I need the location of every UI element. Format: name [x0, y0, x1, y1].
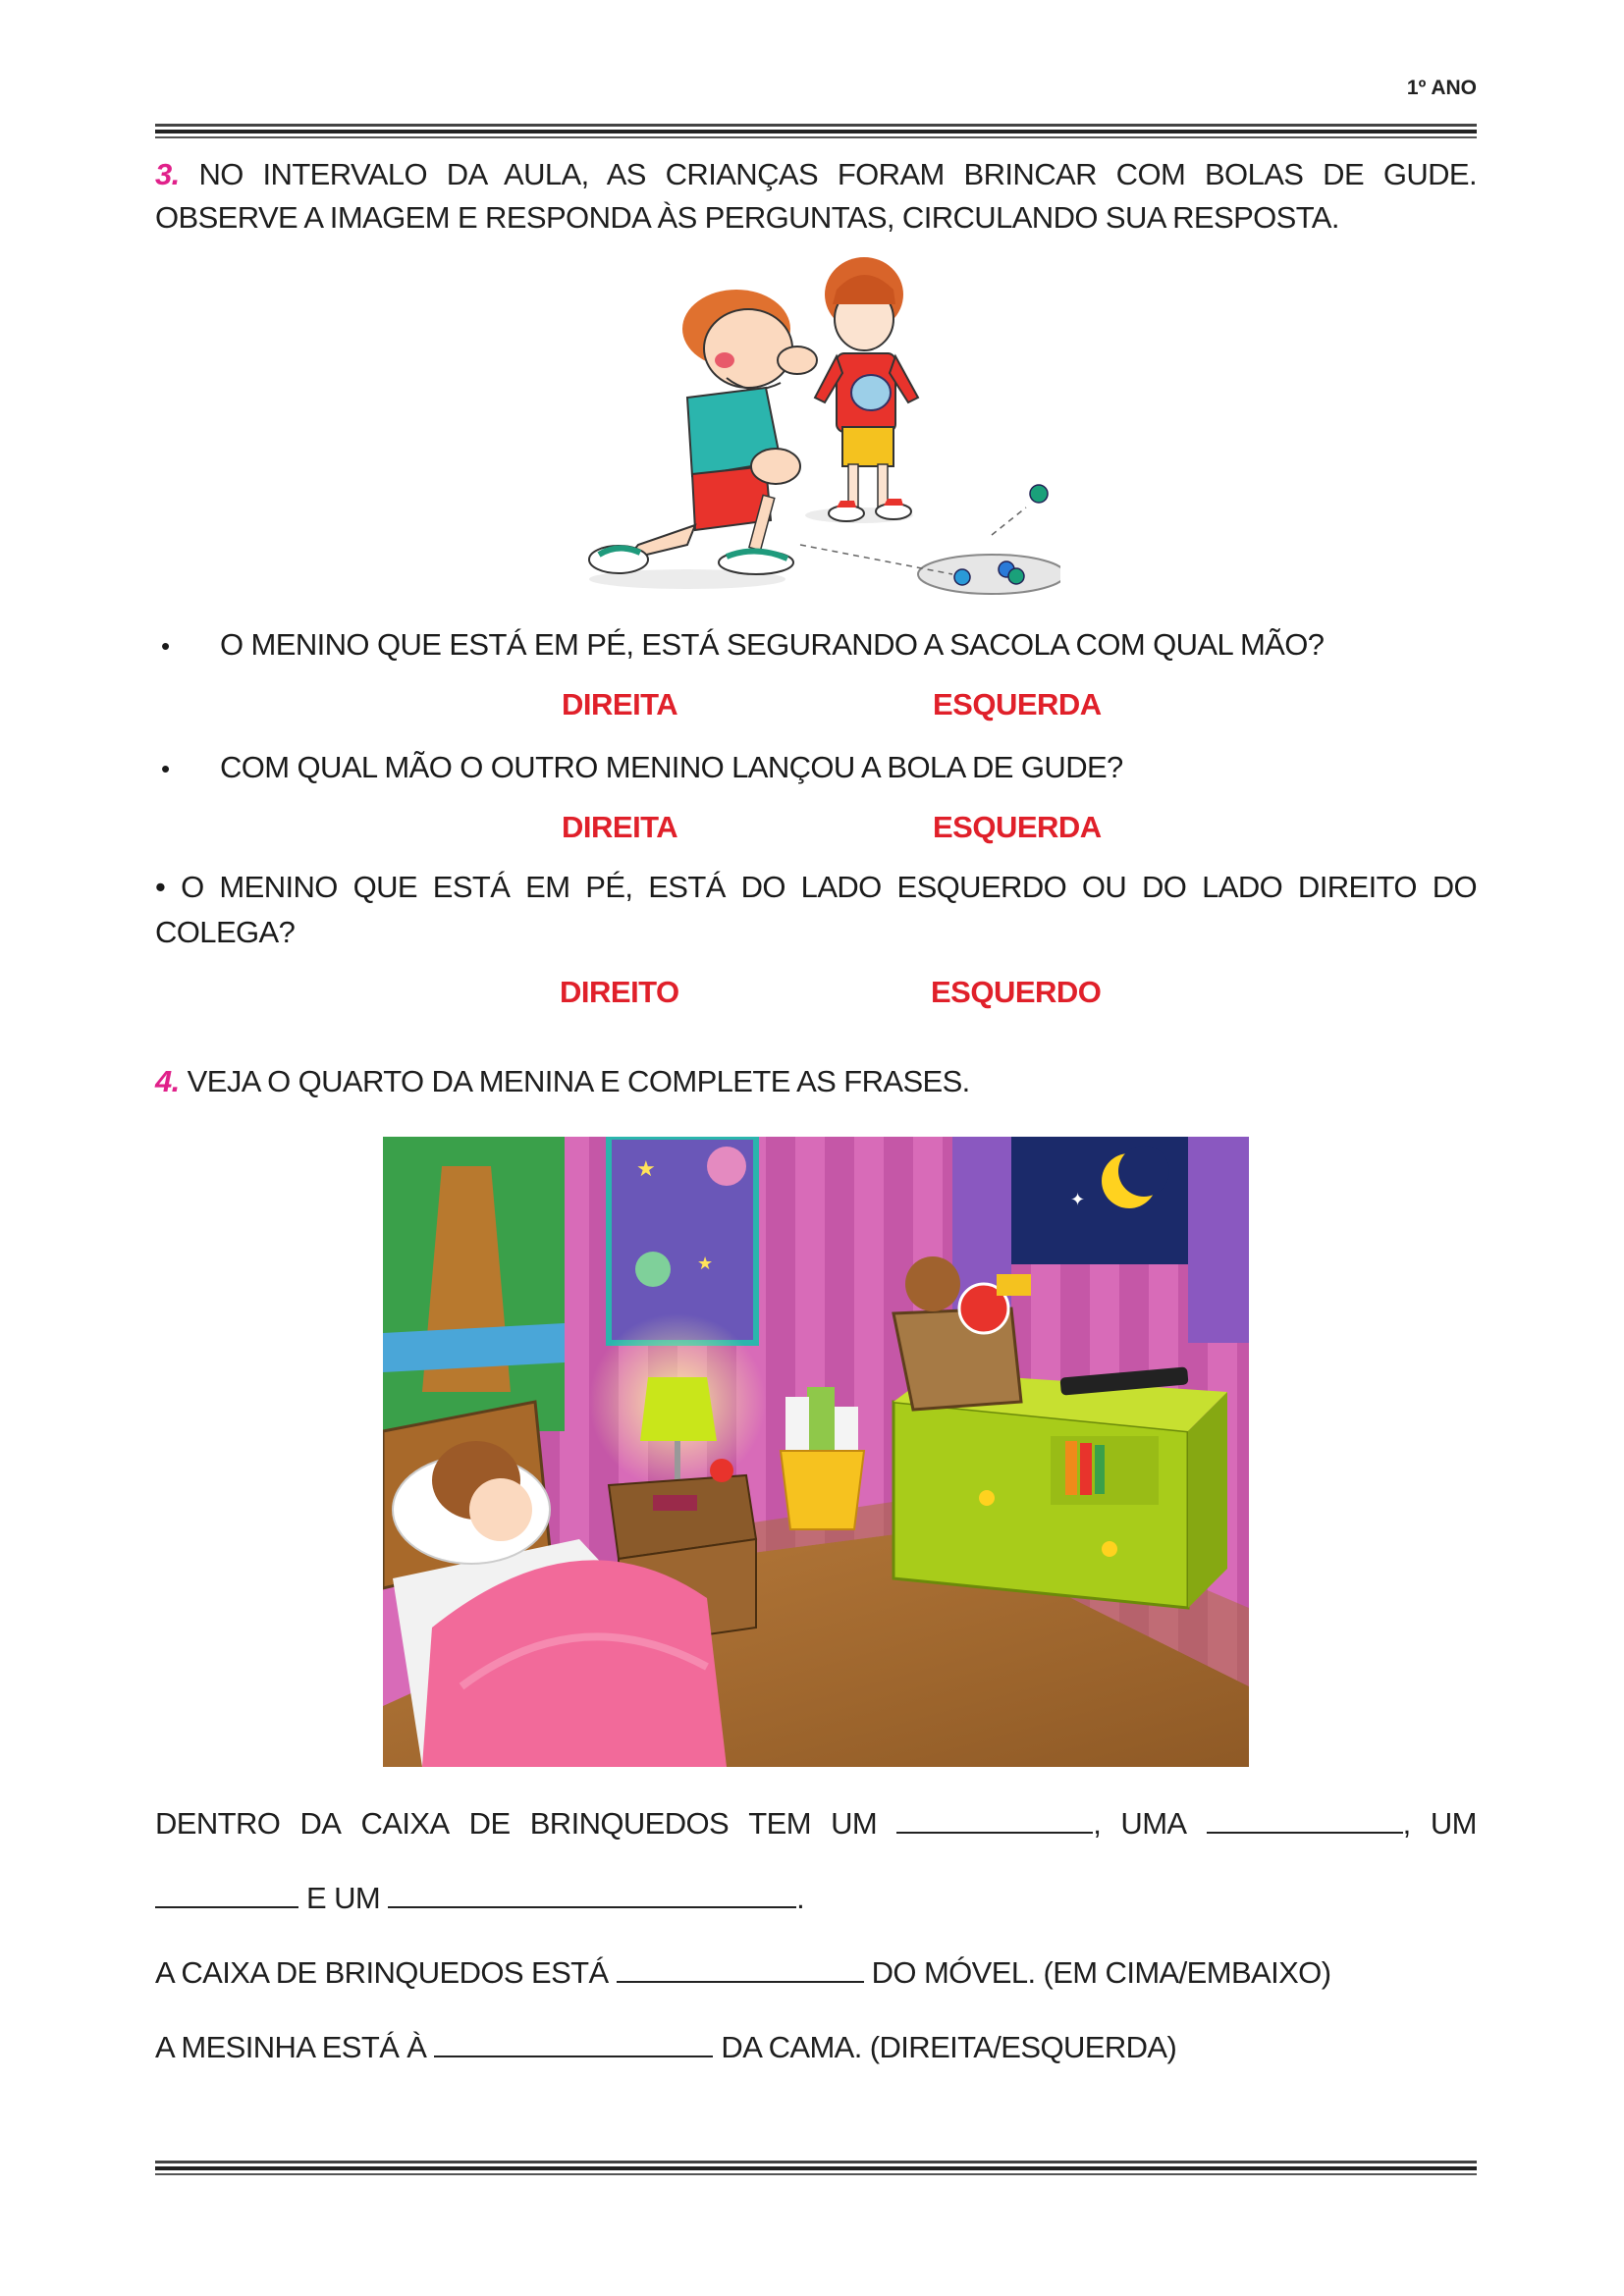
question-4-text: VEJA O QUARTO DA MENINA E COMPLETE AS FRASES. [187, 1064, 970, 1098]
svg-text:✦: ✦ [1070, 1190, 1086, 1209]
answer-option-direita[interactable]: DIREITA [562, 810, 678, 844]
answer-option-esquerda[interactable]: ESQUERDA [933, 810, 1102, 844]
sentence-1-line-1: DENTRO DA CAIXA DE BRINQUEDOS TEM UM , UMA , UM [155, 1806, 1477, 1841]
question-3-item-3-line-1 [155, 866, 1477, 909]
blank-field-5[interactable] [617, 1953, 864, 1983]
question-4-prompt [155, 1060, 1477, 1103]
blank-field-4[interactable] [388, 1879, 796, 1908]
marbles-illustration [579, 250, 1060, 599]
question-3-item-3-line-2: COLEGA? [155, 915, 296, 949]
blank-field-2[interactable] [1207, 1804, 1403, 1834]
bullet: • [161, 754, 170, 783]
item-text: O MENINO QUE ESTÁ EM PÉ, ESTÁ SEGURANDO A SACOLA COM QUAL MÃO? [220, 627, 1325, 662]
svg-text:★: ★ [636, 1156, 656, 1181]
grade-label: 1º ANO [1406, 77, 1477, 99]
answer-option-direito[interactable]: DIREITO [560, 975, 679, 1009]
sentence-1-line-2: E UM . [155, 1879, 804, 1916]
question-3-prompt [155, 153, 1477, 240]
answer-option-direita[interactable]: DIREITA [562, 687, 678, 721]
bullet: • [161, 631, 170, 661]
svg-text:★: ★ [697, 1254, 714, 1273]
blank-field-6[interactable] [434, 2028, 713, 2057]
item-text: COM QUAL MÃO O OUTRO MENINO LANÇOU A BOLA DE GUDE? [220, 750, 1123, 784]
header-divider [155, 124, 1477, 138]
bedroom-illustration [383, 1137, 1249, 1767]
question-3-number: 3. [155, 157, 180, 191]
answer-option-esquerda[interactable]: ESQUERDA [933, 687, 1102, 721]
blank-field-1[interactable] [896, 1804, 1093, 1834]
footer-divider [155, 2161, 1477, 2175]
sentence-3: A MESINHA ESTÁ À DA CAMA. (DIREITA/ESQUERDA) [155, 2030, 1177, 2064]
bullet: • [155, 870, 166, 904]
sentence-2: A CAIXA DE BRINQUEDOS ESTÁ DO MÓVEL. (EM CIMA/EMBAIXO) [155, 1955, 1331, 1990]
question-3-item-1 [155, 623, 1477, 667]
question-3-text: NO INTERVALO DA AULA, AS CRIANÇAS FORAM BRINCAR COM BOLAS DE GUDE. OBSERVE A IMAGEM E RESPONDA ÀS PERGUNTAS, CIRCULANDO SUA RESPOSTA. [155, 157, 1477, 235]
blank-field-3[interactable] [155, 1879, 298, 1908]
question-3-item-2 [155, 746, 1477, 790]
answer-option-esquerdo[interactable]: ESQUERDO [931, 975, 1102, 1009]
item-text: O MENINO QUE ESTÁ EM PÉ, ESTÁ DO LADO ESQUERDO OU DO LADO DIREITO DO [181, 870, 1478, 904]
question-4-number: 4. [155, 1064, 180, 1098]
